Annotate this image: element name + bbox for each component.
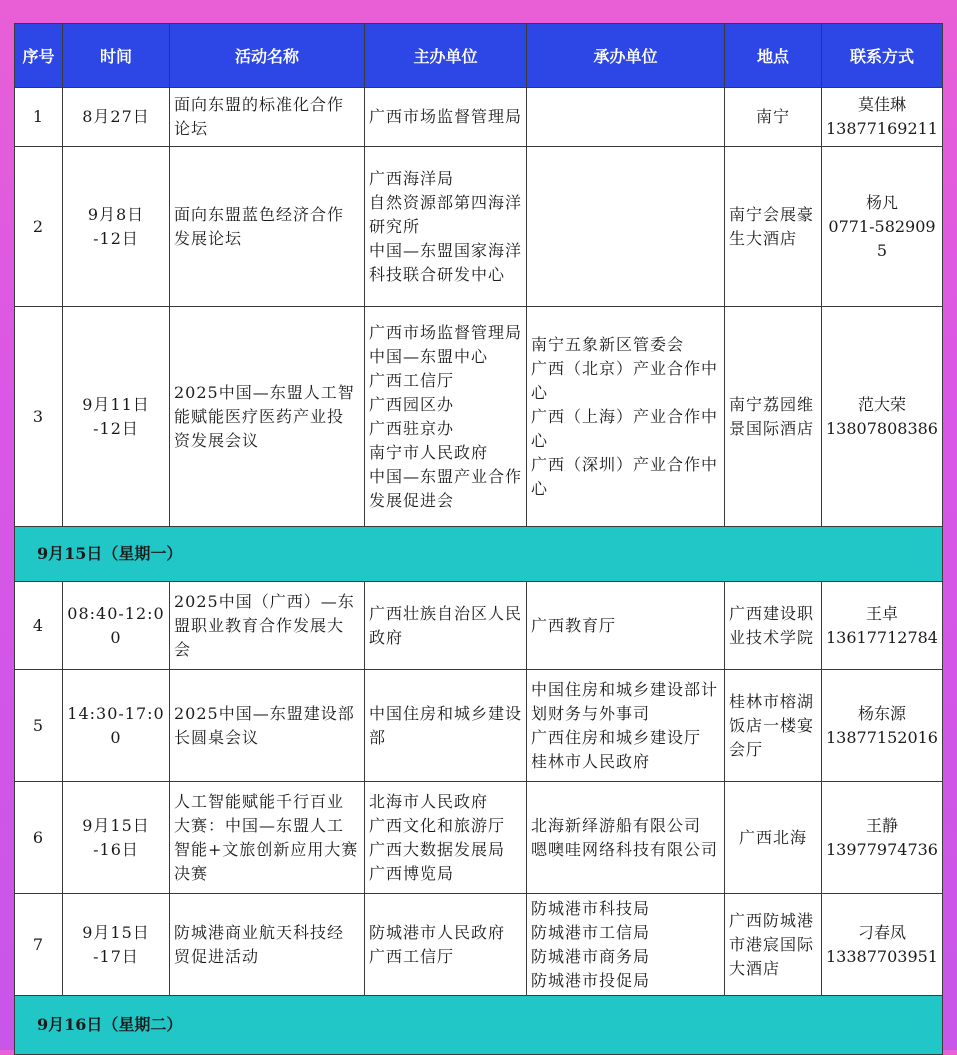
organizer-line: 防城港市投促局 (531, 970, 651, 990)
section-row (15, 996, 943, 1055)
table-header-row (15, 24, 943, 88)
cell-organizer (527, 782, 725, 894)
cell-place: 桂林市榕湖饭店一楼宴会厅 (725, 670, 822, 782)
organizer-line: 广西（北京）产业合作中心 (531, 358, 719, 402)
organizer-line: 北海新绎游船有限公司 (531, 815, 702, 835)
cell-time (63, 88, 170, 147)
cell-no: 6 (15, 782, 63, 894)
host-line: 中国—东盟国家海洋科技联合研发中心 (369, 240, 523, 284)
cell-activity: 人工智能赋能千行百业大赛：中国—东盟人工智能+文旅创新应用大赛决赛 (170, 782, 365, 894)
host-line: 广西市场监督管理局 (369, 322, 523, 342)
time-line: 9月15日 (82, 815, 150, 835)
cell-place: 南宁 (725, 88, 822, 147)
cell-no: 4 (15, 582, 63, 670)
host-line: 广西驻京办 (369, 418, 455, 438)
contact-name: 王静 (865, 815, 898, 835)
header-place: 地点 (725, 24, 822, 88)
organizer-line: 防城港市科技局 (531, 898, 651, 918)
organizer-line: 南宁五象新区管委会 (531, 334, 685, 354)
host-line: 中国—东盟产业合作发展促进会 (369, 466, 523, 510)
table-row (15, 88, 943, 147)
contact-phone: 13807808386 (826, 418, 938, 438)
host-line: 广西工信厅 (369, 370, 455, 390)
cell-activity: 2025中国—东盟建设部长圆桌会议 (170, 670, 365, 782)
cell-contact (822, 782, 943, 894)
table-row (15, 582, 943, 670)
contact-name: 杨凡 (865, 192, 898, 212)
organizer-line: 防城港市工信局 (531, 922, 651, 942)
contact-name: 刁春凤 (857, 922, 906, 942)
schedule-table (14, 23, 943, 1055)
cell-organizer (527, 894, 725, 996)
cell-host (365, 147, 527, 307)
host-line: 广西海洋局 (369, 168, 455, 188)
header-organizer: 承办单位 (527, 24, 725, 88)
cell-time (63, 582, 170, 670)
cell-host (365, 670, 527, 782)
table-row (15, 782, 943, 894)
table-row (15, 894, 943, 996)
organizer-line: 广西（上海）产业合作中心 (531, 406, 719, 450)
host-line: 防城港市人民政府 (369, 922, 506, 942)
cell-activity: 面向东盟蓝色经济合作发展论坛 (170, 147, 365, 307)
contact-phone: 13617712784 (826, 627, 938, 647)
cell-activity: 2025中国（广西）—东盟职业教育合作发展大会 (170, 582, 365, 670)
time-line: 08:40-12:00 (67, 603, 165, 647)
cell-contact (822, 582, 943, 670)
header-host: 主办单位 (365, 24, 527, 88)
time-line: 8月27日 (82, 107, 150, 126)
organizer-line: 广西（深圳）产业合作中心 (531, 454, 719, 498)
cell-place: 广西北海 (725, 782, 822, 894)
organizer-line: 广西教育厅 (531, 615, 617, 635)
cell-contact (822, 147, 943, 307)
cell-time (63, 670, 170, 782)
cell-place: 广西防城港市港宸国际大酒店 (725, 894, 822, 996)
cell-no: 5 (15, 670, 63, 782)
cell-host (365, 307, 527, 527)
contact-name: 杨东源 (857, 703, 906, 723)
cell-activity: 2025中国—东盟人工智能赋能医疗医药产业投资发展会议 (170, 307, 365, 527)
cell-contact (822, 307, 943, 527)
host-line: 自然资源部第四海洋研究所 (369, 192, 523, 236)
host-line: 北海市人民政府 (369, 791, 489, 811)
host-line: 广西园区办 (369, 394, 455, 414)
table-body (15, 88, 943, 1055)
cell-contact (822, 894, 943, 996)
table-row (15, 670, 943, 782)
cell-activity: 防城港商业航天科技经贸促进活动 (170, 894, 365, 996)
organizer-line: 中国住房和城乡建设部计划财务与外事司 (531, 679, 719, 723)
organizer-line: 桂林市人民政府 (531, 751, 651, 771)
contact-phone: 13877152016 (826, 727, 938, 747)
host-line: 广西博览局 (369, 863, 455, 883)
host-line: 中国住房和城乡建设部 (369, 703, 523, 747)
host-line: 广西大数据发展局 (369, 839, 506, 859)
header-contact: 联系方式 (822, 24, 943, 88)
cell-no: 3 (15, 307, 63, 527)
time-line: -12日 (93, 228, 139, 248)
contact-name: 王卓 (865, 603, 898, 623)
contact-phone: 13977974736 (826, 839, 938, 859)
time-line: -16日 (93, 839, 139, 859)
host-line: 南宁市人民政府 (369, 442, 489, 462)
table-row (15, 307, 943, 527)
time-line: -17日 (93, 946, 139, 966)
header-activity: 活动名称 (170, 24, 365, 88)
schedule-table-frame (14, 23, 942, 1055)
section-row (15, 527, 943, 582)
cell-organizer (527, 307, 725, 527)
cell-activity: 面向东盟的标准化合作论坛 (170, 88, 365, 147)
time-line: -12日 (93, 418, 139, 438)
time-line: 9月8日 (87, 204, 145, 224)
cell-no: 2 (15, 147, 63, 307)
organizer-line: 广西住房和城乡建设厅 (531, 727, 702, 747)
header-no: 序号 (15, 24, 63, 88)
cell-host (365, 894, 527, 996)
host-line: 广西市场监督管理局 (369, 107, 523, 126)
cell-place: 南宁会展豪生大酒店 (725, 147, 822, 307)
section-date-label: 9月16日（星期二） (15, 996, 943, 1055)
cell-organizer (527, 582, 725, 670)
cell-organizer (527, 670, 725, 782)
contact-phone: 13387703951 (826, 946, 938, 966)
host-line: 广西工信厅 (369, 946, 455, 966)
table-row (15, 147, 943, 307)
time-line: 9月15日 (82, 922, 150, 942)
cell-host (365, 88, 527, 147)
cell-contact (822, 88, 943, 147)
contact-phone: 0771-5829095 (828, 216, 936, 260)
contact-name: 莫佳琳 (857, 95, 906, 114)
host-line: 广西壮族自治区人民政府 (369, 603, 523, 647)
time-line: 14:30-17:00 (67, 703, 165, 747)
cell-place: 南宁荔园维景国际酒店 (725, 307, 822, 527)
cell-no: 1 (15, 88, 63, 147)
cell-place: 广西建设职业技术学院 (725, 582, 822, 670)
contact-name: 范大荣 (857, 394, 906, 414)
cell-organizer (527, 147, 725, 307)
cell-no: 7 (15, 894, 63, 996)
host-line: 广西文化和旅游厅 (369, 815, 506, 835)
host-line: 中国—东盟中心 (369, 346, 489, 366)
time-line: 9月11日 (82, 394, 150, 414)
organizer-line: 嗯噢哇网络科技有限公司 (531, 839, 719, 859)
cell-time (63, 307, 170, 527)
section-date-label: 9月15日（星期一） (15, 527, 943, 582)
cell-time (63, 147, 170, 307)
cell-host (365, 782, 527, 894)
contact-phone: 13877169211 (826, 119, 938, 138)
cell-time (63, 894, 170, 996)
cell-host (365, 582, 527, 670)
cell-contact (822, 670, 943, 782)
cell-organizer (527, 88, 725, 147)
header-time: 时间 (63, 24, 170, 88)
cell-time (63, 782, 170, 894)
organizer-line: 防城港市商务局 (531, 946, 651, 966)
